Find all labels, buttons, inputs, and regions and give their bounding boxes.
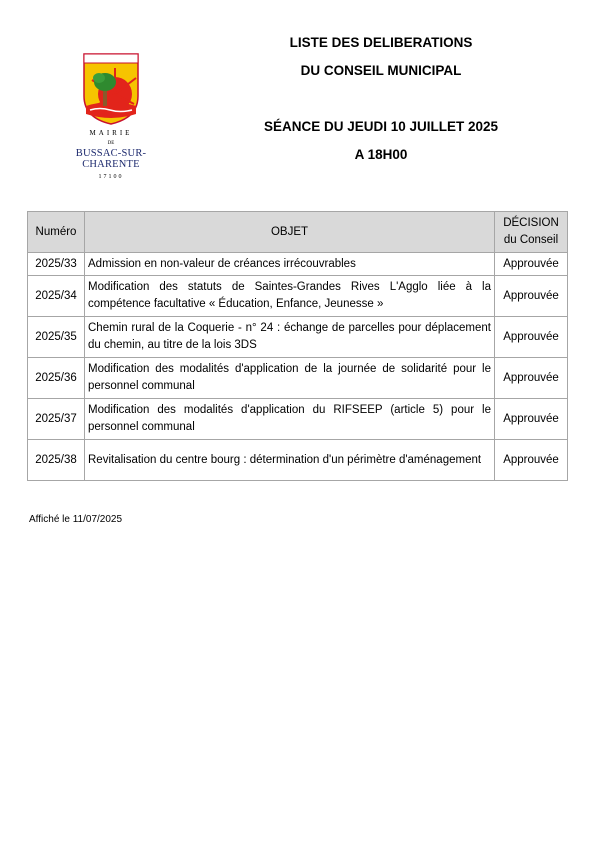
row-decision: Approuvée (495, 253, 568, 276)
header-numero: Numéro (28, 212, 85, 253)
header-decision-line2: du Conseil (503, 234, 559, 246)
document-title-line2: DU CONSEIL MUNICIPAL (300, 63, 462, 78)
row-objet: Admission en non-valeur de créances irrécouvrables (85, 253, 495, 276)
coat-of-arms-icon (82, 52, 140, 126)
row-numero: 2025/35 (28, 317, 85, 358)
row-decision: Approuvée (495, 276, 568, 317)
municipal-logo (50, 52, 172, 180)
table-row (28, 253, 568, 276)
row-objet: Chemin rural de la Coquerie - n° 24 : échange de parcelles pour déplacement du chemin, au titre de la lois 3DS (85, 317, 495, 358)
header-objet: OBJET (85, 212, 495, 253)
row-objet: Modification des modalités d'application de la journée de solidarité pour le personnel communal (85, 358, 495, 399)
session-time: A 18H00 (354, 147, 408, 162)
row-decision: Approuvée (495, 358, 568, 399)
table-row (28, 317, 568, 358)
row-objet: Modification des modalités d'application du RIFSEEP (article 5) pour le personnel communal (85, 399, 495, 440)
row-numero: 2025/33 (28, 253, 85, 276)
posting-date: Affiché le 11/07/2025 (29, 514, 123, 525)
table-row (28, 399, 568, 440)
mairie-label: MAIRIE (89, 129, 133, 137)
row-numero: 2025/34 (28, 276, 85, 317)
row-objet: Revitalisation du centre bourg : détermination d'un périmètre d'aménagement (85, 440, 495, 481)
session-date: SÉANCE DU JEUDI 10 JUILLET 2025 (263, 119, 499, 134)
table-row (28, 276, 568, 317)
row-decision: Approuvée (495, 399, 568, 440)
row-numero: 2025/38 (28, 440, 85, 481)
table-row (28, 440, 568, 481)
postal-code: 17100 (98, 174, 124, 180)
row-decision: Approuvée (495, 317, 568, 358)
row-numero: 2025/36 (28, 358, 85, 399)
row-decision: Approuvée (495, 440, 568, 481)
row-objet: Modification des statuts de Saintes-Grandes Rives L'Agglo liée à la compétence facultative « Éducation, Enfance, Jeunesse » (85, 276, 495, 317)
table-row (28, 358, 568, 399)
de-label: DE (107, 141, 115, 146)
deliberations-table (27, 211, 568, 481)
header-decision-line1: DÉCISION (503, 217, 559, 230)
table-header-row (28, 212, 568, 253)
commune-name: BUSSAC-SUR-CHARENTE (75, 148, 147, 170)
row-numero: 2025/37 (28, 399, 85, 440)
header-decision (495, 212, 568, 253)
document-title-line1: LISTE DES DELIBERATIONS (289, 35, 473, 50)
